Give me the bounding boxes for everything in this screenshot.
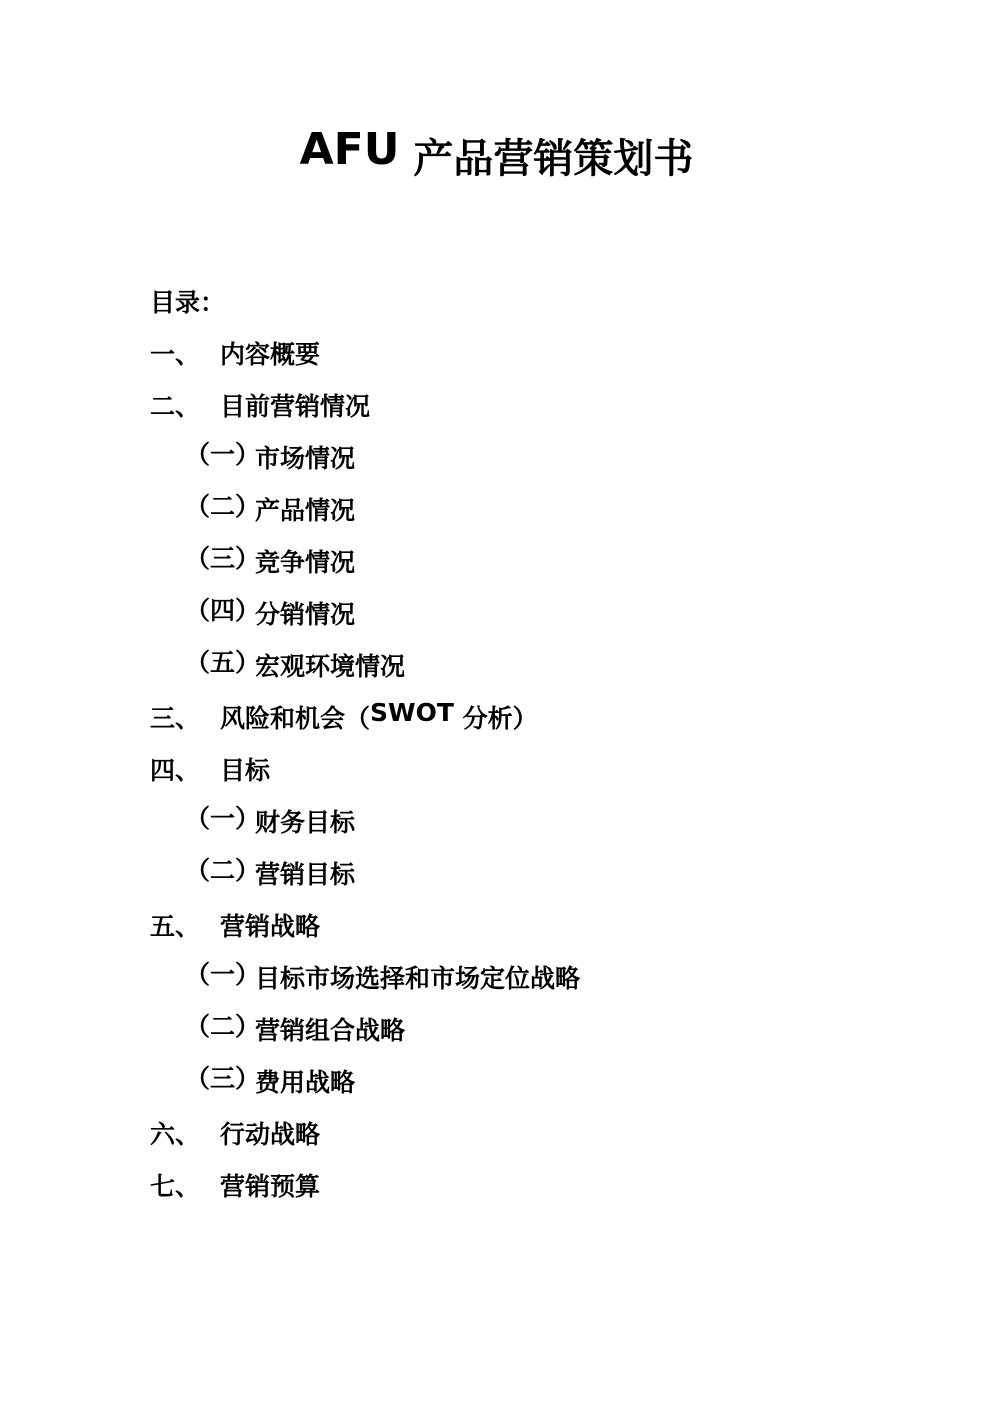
- toc-text: 营销目标: [255, 860, 356, 889]
- title-latin: AFU: [299, 124, 400, 175]
- toc-text: 内容概要: [220, 340, 321, 369]
- toc-number: 三、: [150, 704, 201, 733]
- toc-text-before: 风险和机会（: [220, 704, 371, 733]
- toc-number: 四、: [150, 756, 201, 785]
- toc-text: 产品情况: [255, 496, 356, 525]
- toc-text: 财务目标: [255, 808, 356, 837]
- title-cjk: 产品营销策划书: [399, 136, 694, 182]
- toc-text: 费用战略: [255, 1068, 356, 1097]
- toc-number: 五、: [150, 912, 201, 941]
- toc-text: 行动战略: [220, 1120, 321, 1149]
- toc-text: [220, 698, 538, 736]
- toc-text: 营销组合战略: [255, 1016, 406, 1045]
- toc-text: 营销预算: [220, 1172, 321, 1201]
- toc-number: 六、: [150, 1120, 201, 1149]
- toc-text: 竞争情况: [255, 548, 356, 577]
- document-title: [0, 124, 993, 187]
- toc-number: （二）: [185, 856, 261, 885]
- toc-number: （二）: [185, 1012, 261, 1041]
- toc-text-swot: SWOT: [370, 698, 454, 727]
- toc-number: （三）: [185, 1064, 261, 1093]
- toc-text-after: 分析）: [453, 704, 538, 733]
- toc-text: 目标市场选择和市场定位战略: [255, 964, 581, 993]
- toc-text: 市场情况: [255, 444, 356, 473]
- toc-text: 目标: [220, 756, 271, 785]
- toc-number: 一、: [150, 340, 201, 369]
- toc-text: 目前营销情况: [220, 392, 371, 421]
- toc-number: 七、: [150, 1172, 201, 1201]
- toc-number: （四）: [185, 596, 261, 625]
- toc-heading: 目录：: [150, 288, 226, 317]
- toc-number: （一）: [185, 804, 261, 833]
- toc-number: （二）: [185, 492, 261, 521]
- toc-text: 分销情况: [255, 600, 356, 629]
- toc-number: 二、: [150, 392, 201, 421]
- toc-number: （五）: [185, 648, 261, 677]
- toc-text: 宏观环境情况: [255, 652, 406, 681]
- toc-number: （一）: [185, 960, 261, 989]
- toc-text: 营销战略: [220, 912, 321, 941]
- toc-number: （一）: [185, 440, 261, 469]
- toc-number: （三）: [185, 544, 261, 573]
